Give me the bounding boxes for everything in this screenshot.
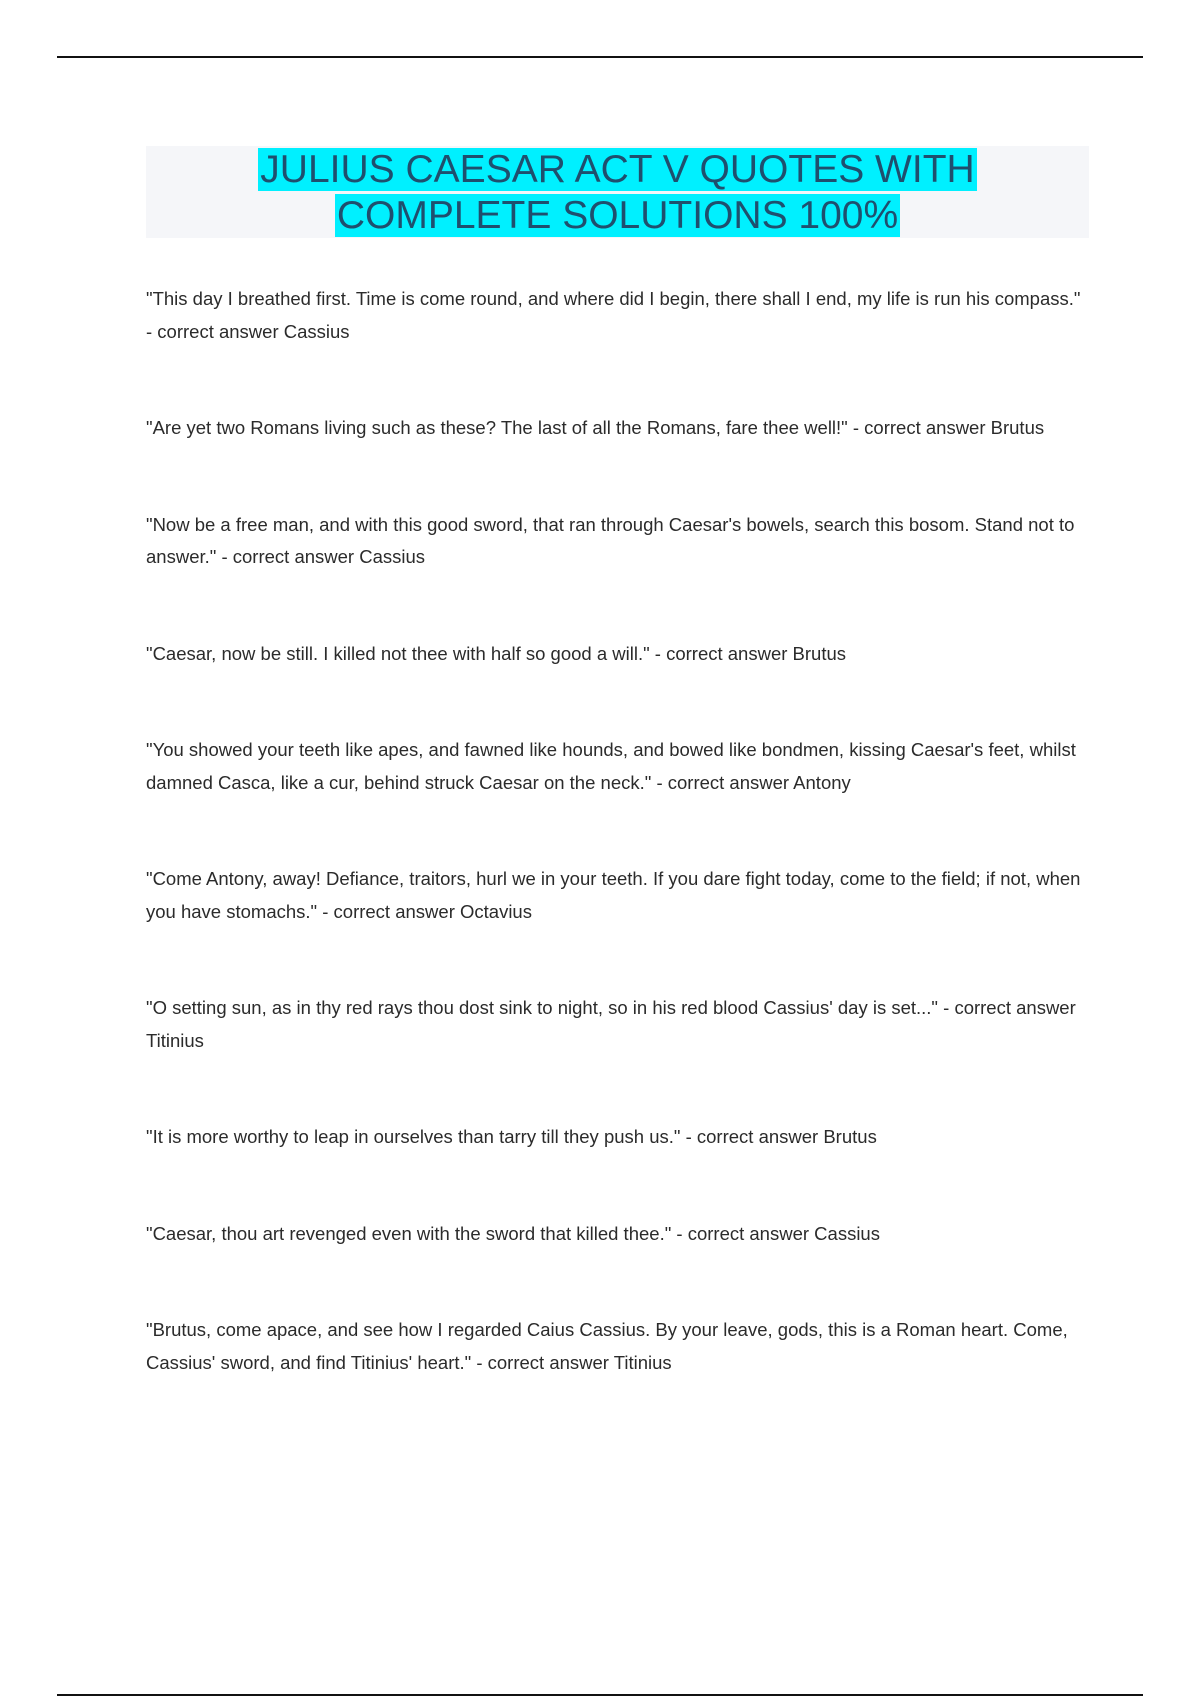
bottom-rule [57,1694,1143,1696]
quote-item: "Brutus, come apace, and see how I regarded Caius Cassius. By your leave, gods, this is a Roman heart. Come, Cassius' sword, and find Titinius' heart." - correct answer Titinius [146,1319,1068,1373]
page-title-line-1: JULIUS CAESAR ACT V QUOTES WITH [260,148,975,191]
top-rule [57,56,1143,58]
quote-item: "Caesar, now be still. I killed not thee with half so good a will." - correct answer Brutus [146,642,847,664]
quote-list [146,283,1091,1443]
quote-item: "Caesar, thou art revenged even with the sword that killed thee." - correct answer Cassius [146,1222,880,1244]
quote-item: "Come Antony, away! Defiance, traitors, hurl we in your teeth. If you dare fight today, come to the field; if not, when you have stomachs." - correct answer Octavius [146,868,1081,922]
quote-item: "Now be a free man, and with this good sword, that ran through Caesar's bowels, search this bosom. Stand not to answer." - correct answer Cassius [146,513,1075,567]
quote-item: "This day I breathed first. Time is come round, and where did I begin, there shall I end, my life is run his compass." - correct answer Cassius [146,288,1081,342]
quote-item: "You showed your teeth like apes, and fawned like hounds, and bowed like bondmen, kissing Caesar's feet, whilst damned Casca, like a cur, behind struck Caesar on the neck." - correct answer Antony [146,739,1076,793]
quote-item: "Are yet two Romans living such as these? The last of all the Romans, fare thee well!" - correct answer Brutus [146,417,1045,438]
title-line-2-wrap [146,192,1089,238]
title-line-1-wrap [146,146,1089,192]
page-title-line-2: COMPLETE SOLUTIONS 100% [336,194,899,237]
quote-item: "O setting sun, as in thy red rays thou dost sink to night, so in his red blood Cassius' day is set..." - correct answer Titinius [146,997,1076,1051]
quote-item: "It is more worthy to leap in ourselves than tarry till they push us." - correct answer Brutus [146,1126,877,1147]
title-block [146,146,1089,238]
